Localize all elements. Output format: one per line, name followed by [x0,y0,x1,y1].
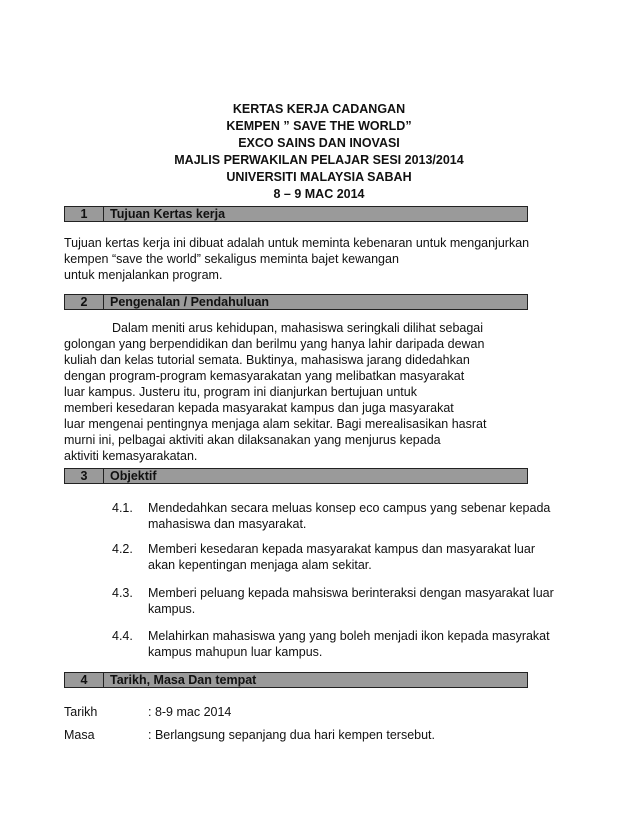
paragraph-line: kempen “save the world” sekaligus meminta bajet kewangan [64,252,399,266]
objective-text: Melahirkan mahasiswa yang yang boleh menjadi ikon kepada masyrakat [148,629,550,643]
objective-text: kampus. [148,602,196,616]
pengenalan-paragraph [64,320,486,464]
paragraph-line: luar kampus. Justeru itu, program ini dianjurkan bertujuan untuk [64,385,417,399]
title-line: EXCO SAINS DAN INOVASI [238,136,400,150]
objective-text: Memberi peluang kepada mahsiswa berinteraksi dengan masyarakat luar [148,586,554,600]
section-number: 2 [65,295,104,309]
objective-text: akan kepentingan menjaga alam sekitar. [148,558,372,572]
section-number: 4 [65,673,104,687]
section-header-1 [64,206,528,222]
row-value: : Berlangsung sepanjang dua hari kempen tersebut. [148,728,435,742]
paragraph-line: golongan yang berpendidikan dan berilmu yang hanya lahir daripada dewan [64,337,485,351]
section-header-3 [64,468,528,484]
section-label: Tarikh, Masa Dan tempat [110,673,257,687]
section-header-2 [64,294,528,310]
paragraph-line: untuk menjalankan program. [64,268,223,282]
tujuan-paragraph [64,235,529,283]
title-line: 8 – 9 MAC 2014 [273,187,365,201]
objective-text: kampus mahupun luar kampus. [148,645,323,659]
document-title [0,101,638,203]
title-line: UNIVERSITI MALAYSIA SABAH [226,170,412,184]
section-label: Objektif [110,469,157,483]
objective-text: Memberi kesedaran kepada masyarakat kampus dan masyarakat luar [148,542,535,556]
objective-number: 4.2. [112,542,133,556]
row-key: Masa [64,728,95,742]
objective-number: 4.3. [112,586,133,600]
paragraph-line: Tujuan kertas kerja ini dibuat adalah untuk meminta kebenaran untuk menganjurkan [64,236,530,250]
section-label: Tujuan Kertas kerja [110,207,226,221]
objective-number: 4.4. [112,629,133,643]
section-label: Pengenalan / Pendahuluan [110,295,270,309]
paragraph-line: murni ini, pelbagai aktiviti akan dilaksanakan yang menjurus kepada [64,433,441,447]
section-number: 3 [65,469,104,483]
title-line: MAJLIS PERWAKILAN PELAJAR SESI 2013/2014 [174,153,464,167]
objective-number: 4.1. [112,501,133,515]
row-value: : 8-9 mac 2014 [148,705,232,719]
section-header-4 [64,672,528,688]
objective-text: Mendedahkan secara meluas konsep eco campus yang sebenar kepada [148,501,551,515]
title-line: KEMPEN ” SAVE THE WORLD” [226,119,412,133]
objective-text: mahasiswa dan masyarakat. [148,517,307,531]
paragraph-line: Dalam meniti arus kehidupan, mahasiswa seringkali dilihat sebagai [112,321,484,335]
paragraph-line: dengan program-program kemasyarakatan yang melibatkan masyarakat [64,369,465,383]
paragraph-line: aktiviti kemasyarakatan. [64,449,198,463]
title-line: KERTAS KERJA CADANGAN [232,102,406,116]
section-number: 1 [65,207,104,221]
paragraph-line: luar mengenai pentingnya menjaga alam sekitar. Bagi merealisasikan hasrat [64,417,487,431]
paragraph-line: memberi kesedaran kepada masyarakat kampus dan juga masyarakat [64,401,454,415]
row-key: Tarikh [64,705,98,719]
paragraph-line: kuliah dan kelas tutorial semata. Buktinya, mahasiswa jarang didedahkan [64,353,470,367]
